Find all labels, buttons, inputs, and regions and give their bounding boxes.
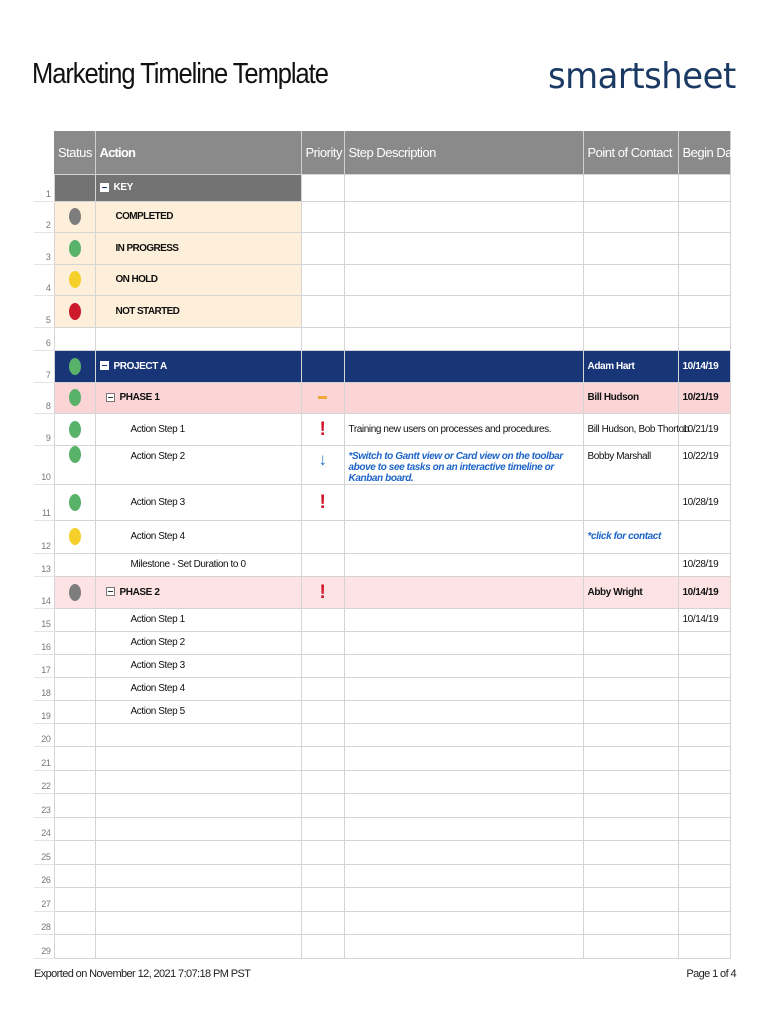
- column-header-status[interactable]: Status: [54, 131, 95, 174]
- contact-cell[interactable]: Bobby Marshall: [583, 445, 678, 484]
- status-green-icon: [69, 240, 81, 257]
- row-number: 4: [34, 264, 54, 295]
- status-green-icon: [69, 421, 81, 438]
- begin-date-cell[interactable]: 10/14/19: [678, 350, 730, 382]
- status-green-icon: [69, 494, 81, 511]
- begin-date-cell[interactable]: [678, 723, 730, 747]
- description-cell[interactable]: [344, 723, 583, 747]
- action-cell[interactable]: Action Step 1: [95, 608, 301, 631]
- table-row: [34, 794, 730, 818]
- priority-cell[interactable]: [301, 631, 344, 654]
- priority-high-icon: !: [319, 491, 326, 513]
- description-cell[interactable]: [344, 327, 583, 350]
- row-number: 12: [34, 520, 54, 553]
- status-gray-icon: [69, 584, 81, 601]
- description-cell[interactable]: [344, 484, 583, 520]
- description-cell[interactable]: [344, 911, 583, 935]
- row-number: 15: [34, 608, 54, 631]
- collapse-icon[interactable]: [100, 361, 109, 370]
- action-cell[interactable]: [95, 576, 301, 608]
- table-row: [34, 723, 730, 747]
- action-cell[interactable]: [95, 911, 301, 935]
- priority-cell[interactable]: [301, 413, 344, 445]
- row-number: 5: [34, 295, 54, 327]
- column-header-priority[interactable]: Priority: [301, 131, 344, 174]
- description-cell[interactable]: [344, 264, 583, 295]
- table-row: [34, 911, 730, 935]
- row-number: 18: [34, 677, 54, 700]
- description-cell[interactable]: [344, 864, 583, 888]
- status-red-icon: [69, 303, 81, 320]
- column-header-row: [34, 131, 730, 174]
- contact-cell[interactable]: [583, 264, 678, 295]
- description-cell[interactable]: [344, 677, 583, 700]
- action-cell[interactable]: [95, 770, 301, 794]
- contact-cell[interactable]: [583, 817, 678, 841]
- contact-cell[interactable]: [583, 677, 678, 700]
- priority-cell[interactable]: [301, 747, 344, 771]
- description-cell[interactable]: [344, 608, 583, 631]
- begin-date-cell[interactable]: [678, 888, 730, 912]
- status-cell[interactable]: [54, 794, 95, 818]
- priority-cell[interactable]: [301, 770, 344, 794]
- begin-date-cell[interactable]: [678, 841, 730, 865]
- begin-date-cell[interactable]: 10/28/19: [678, 484, 730, 520]
- begin-date-cell[interactable]: [678, 935, 730, 959]
- priority-cell[interactable]: [301, 484, 344, 520]
- table-row: [34, 631, 730, 654]
- description-note[interactable]: *Switch to Gantt view or Card view on the toolbar above to see tasks on an interactive timeline or Kanban board.: [344, 445, 583, 484]
- table-row: [34, 576, 730, 608]
- row-number: 25: [34, 841, 54, 865]
- priority-cell[interactable]: [301, 608, 344, 631]
- begin-date-cell[interactable]: 10/21/19: [678, 382, 730, 413]
- status-cell[interactable]: [54, 770, 95, 794]
- description-cell[interactable]: [344, 654, 583, 677]
- status-cell[interactable]: [54, 911, 95, 935]
- priority-cell[interactable]: [301, 677, 344, 700]
- table-row: [34, 413, 730, 445]
- page-number: Page 1 of 4: [686, 968, 736, 980]
- begin-date-cell[interactable]: 10/22/19: [678, 445, 730, 484]
- action-cell[interactable]: Action Step 3: [95, 654, 301, 677]
- row-number-header: [34, 131, 54, 174]
- priority-cell[interactable]: [301, 654, 344, 677]
- action-cell[interactable]: [95, 747, 301, 771]
- action-cell[interactable]: [95, 327, 301, 350]
- status-cell[interactable]: [54, 608, 95, 631]
- status-yellow-icon: [69, 528, 81, 545]
- row-number: 9: [34, 413, 54, 445]
- row-number: 3: [34, 232, 54, 264]
- begin-date-cell[interactable]: 10/14/19: [678, 576, 730, 608]
- priority-cell[interactable]: [301, 382, 344, 413]
- action-cell[interactable]: [95, 817, 301, 841]
- description-cell[interactable]: [344, 553, 583, 576]
- description-cell[interactable]: [344, 520, 583, 553]
- description-cell[interactable]: [344, 201, 583, 232]
- status-green-icon: [69, 446, 81, 463]
- row-number: 14: [34, 576, 54, 608]
- phase-label: PHASE 2: [119, 586, 160, 598]
- status-cell[interactable]: [54, 413, 95, 445]
- priority-cell[interactable]: [301, 911, 344, 935]
- table-row: [34, 864, 730, 888]
- row-number: 23: [34, 794, 54, 818]
- row-number: 1: [34, 174, 54, 201]
- begin-date-cell[interactable]: [678, 232, 730, 264]
- row-number: 13: [34, 553, 54, 576]
- begin-date-cell[interactable]: [678, 864, 730, 888]
- row-number: 28: [34, 911, 54, 935]
- description-cell[interactable]: [344, 295, 583, 327]
- priority-cell[interactable]: [301, 520, 344, 553]
- key-on-hold-label: ON HOLD: [95, 264, 301, 295]
- status-cell[interactable]: [54, 553, 95, 576]
- contact-cell[interactable]: [583, 654, 678, 677]
- table-row: [34, 553, 730, 576]
- description-cell[interactable]: [344, 794, 583, 818]
- begin-date-cell[interactable]: [678, 747, 730, 771]
- contact-cell[interactable]: Adam Hart: [583, 350, 678, 382]
- status-cell[interactable]: [54, 327, 95, 350]
- priority-cell[interactable]: [301, 201, 344, 232]
- click-for-contact-link[interactable]: *click for contact: [583, 520, 678, 553]
- contact-cell[interactable]: [583, 232, 678, 264]
- status-green-icon: [69, 358, 81, 375]
- priority-cell[interactable]: [301, 935, 344, 959]
- table-row: [34, 350, 730, 382]
- row-number: 21: [34, 747, 54, 771]
- status-cell[interactable]: [54, 174, 95, 201]
- table-row: [34, 817, 730, 841]
- priority-cell[interactable]: [301, 553, 344, 576]
- description-cell[interactable]: [344, 382, 583, 413]
- row-number: 6: [34, 327, 54, 350]
- collapse-icon[interactable]: [106, 587, 115, 596]
- contact-cell[interactable]: [583, 888, 678, 912]
- row-number: 10: [34, 445, 54, 484]
- contact-cell[interactable]: [583, 864, 678, 888]
- priority-high-icon: !: [319, 418, 326, 440]
- column-header-point-of-contact[interactable]: Point of Contact: [583, 131, 678, 174]
- status-cell[interactable]: [54, 677, 95, 700]
- status-cell[interactable]: [54, 864, 95, 888]
- begin-date-cell[interactable]: [678, 654, 730, 677]
- contact-cell[interactable]: [583, 553, 678, 576]
- row-number: 20: [34, 723, 54, 747]
- priority-cell[interactable]: [301, 350, 344, 382]
- table-row: [34, 174, 730, 201]
- action-cell[interactable]: [95, 382, 301, 413]
- status-yellow-icon: [69, 271, 81, 288]
- row-number: 26: [34, 864, 54, 888]
- status-cell[interactable]: [54, 576, 95, 608]
- column-header-step-description[interactable]: Step Description: [344, 131, 583, 174]
- row-number: 16: [34, 631, 54, 654]
- table-row: [34, 654, 730, 677]
- row-number: 11: [34, 484, 54, 520]
- contact-cell[interactable]: [583, 723, 678, 747]
- status-cell[interactable]: [54, 445, 95, 484]
- row-number: 7: [34, 350, 54, 382]
- description-cell[interactable]: [344, 841, 583, 865]
- action-cell[interactable]: [95, 841, 301, 865]
- table-row: [34, 201, 730, 232]
- row-number: 2: [34, 201, 54, 232]
- export-timestamp: Exported on November 12, 2021 7:07:18 PM PST: [34, 968, 251, 980]
- table-row: [34, 295, 730, 327]
- description-cell[interactable]: [344, 888, 583, 912]
- description-cell[interactable]: [344, 747, 583, 771]
- table-row: [34, 700, 730, 723]
- row-number: 17: [34, 654, 54, 677]
- begin-date-cell[interactable]: [678, 264, 730, 295]
- column-header-begin-date[interactable]: Begin Date: [678, 131, 730, 174]
- timeline-grid: [34, 131, 742, 959]
- description-cell[interactable]: Training new users on processes and procedures.: [344, 413, 583, 445]
- action-cell[interactable]: Action Step 2: [95, 631, 301, 654]
- priority-cell[interactable]: [301, 794, 344, 818]
- timeline-sheet: [34, 131, 742, 959]
- status-cell[interactable]: [54, 817, 95, 841]
- row-number: 8: [34, 382, 54, 413]
- row-number: 24: [34, 817, 54, 841]
- contact-cell[interactable]: [583, 295, 678, 327]
- table-row: [34, 327, 730, 350]
- table-row: [34, 232, 730, 264]
- row-number: 29: [34, 935, 54, 959]
- status-gray-icon: [69, 208, 81, 225]
- priority-cell[interactable]: [301, 232, 344, 264]
- priority-high-icon: !: [319, 581, 326, 603]
- begin-date-cell[interactable]: [678, 677, 730, 700]
- status-cell[interactable]: [54, 888, 95, 912]
- contact-cell[interactable]: [583, 174, 678, 201]
- begin-date-cell[interactable]: [678, 201, 730, 232]
- priority-cell[interactable]: [301, 888, 344, 912]
- action-cell[interactable]: Action Step 4: [95, 677, 301, 700]
- row-number: 19: [34, 700, 54, 723]
- collapse-icon[interactable]: [100, 183, 109, 192]
- begin-date-cell[interactable]: [678, 911, 730, 935]
- begin-date-cell[interactable]: 10/14/19: [678, 608, 730, 631]
- priority-medium-icon: [318, 396, 327, 399]
- priority-cell[interactable]: [301, 817, 344, 841]
- description-cell[interactable]: [344, 770, 583, 794]
- status-cell[interactable]: [54, 747, 95, 771]
- priority-cell[interactable]: [301, 864, 344, 888]
- description-cell[interactable]: [344, 576, 583, 608]
- status-cell[interactable]: [54, 631, 95, 654]
- action-cell[interactable]: Action Step 2: [95, 445, 301, 484]
- status-cell[interactable]: [54, 700, 95, 723]
- begin-date-cell[interactable]: 10/21/19: [678, 413, 730, 445]
- column-header-action[interactable]: Action: [95, 131, 301, 174]
- priority-cell[interactable]: [301, 445, 344, 484]
- table-row: [34, 935, 730, 959]
- description-cell[interactable]: [344, 174, 583, 201]
- smartsheet-logo: smartsheet: [548, 56, 736, 97]
- contact-cell[interactable]: [583, 770, 678, 794]
- action-cell[interactable]: [95, 864, 301, 888]
- table-row: [34, 677, 730, 700]
- key-completed-label: COMPLETED: [95, 201, 301, 232]
- status-cell[interactable]: [54, 935, 95, 959]
- description-cell[interactable]: [344, 232, 583, 264]
- begin-date-cell[interactable]: [678, 794, 730, 818]
- contact-cell[interactable]: Bill Hudson, Bob Thorton: [583, 413, 678, 445]
- collapse-icon[interactable]: [106, 393, 115, 402]
- contact-cell[interactable]: [583, 484, 678, 520]
- status-cell[interactable]: [54, 723, 95, 747]
- priority-cell[interactable]: [301, 295, 344, 327]
- row-number: 22: [34, 770, 54, 794]
- status-cell[interactable]: [54, 654, 95, 677]
- row-number: 27: [34, 888, 54, 912]
- priority-cell[interactable]: [301, 264, 344, 295]
- begin-date-cell[interactable]: [678, 295, 730, 327]
- project-label: PROJECT A: [113, 360, 167, 372]
- contact-cell[interactable]: [583, 631, 678, 654]
- action-cell[interactable]: Action Step 1: [95, 413, 301, 445]
- contact-cell[interactable]: Bill Hudson: [583, 382, 678, 413]
- status-green-icon: [69, 389, 81, 406]
- contact-cell[interactable]: [583, 935, 678, 959]
- action-cell[interactable]: [95, 723, 301, 747]
- description-cell[interactable]: [344, 631, 583, 654]
- priority-cell[interactable]: [301, 700, 344, 723]
- contact-cell[interactable]: [583, 608, 678, 631]
- page-title: Marketing Timeline Template: [32, 58, 328, 90]
- status-cell[interactable]: [54, 295, 95, 327]
- begin-date-cell[interactable]: [678, 817, 730, 841]
- table-row: [34, 841, 730, 865]
- phase-label: PHASE 1: [119, 392, 160, 403]
- priority-low-icon: ↓: [318, 449, 327, 469]
- description-cell[interactable]: [344, 700, 583, 723]
- action-cell[interactable]: [95, 935, 301, 959]
- contact-cell[interactable]: [583, 201, 678, 232]
- action-cell[interactable]: Action Step 3: [95, 484, 301, 520]
- action-cell[interactable]: [95, 350, 301, 382]
- action-cell[interactable]: [95, 888, 301, 912]
- priority-cell[interactable]: [301, 841, 344, 865]
- begin-date-cell[interactable]: [678, 770, 730, 794]
- contact-cell[interactable]: [583, 911, 678, 935]
- action-cell[interactable]: Action Step 5: [95, 700, 301, 723]
- contact-cell[interactable]: [583, 327, 678, 350]
- priority-cell[interactable]: [301, 174, 344, 201]
- action-cell[interactable]: [95, 174, 301, 201]
- description-cell[interactable]: [344, 935, 583, 959]
- contact-cell[interactable]: [583, 794, 678, 818]
- begin-date-cell[interactable]: [678, 700, 730, 723]
- begin-date-cell[interactable]: [678, 631, 730, 654]
- action-cell[interactable]: [95, 794, 301, 818]
- table-row: [34, 484, 730, 520]
- table-row: [34, 747, 730, 771]
- begin-date-cell[interactable]: 10/28/19: [678, 553, 730, 576]
- key-not-started-label: NOT STARTED: [95, 295, 301, 327]
- status-cell[interactable]: [54, 232, 95, 264]
- priority-cell[interactable]: [301, 327, 344, 350]
- description-cell[interactable]: [344, 350, 583, 382]
- priority-cell[interactable]: [301, 723, 344, 747]
- begin-date-cell[interactable]: [678, 520, 730, 553]
- contact-cell[interactable]: [583, 841, 678, 865]
- table-row: [34, 888, 730, 912]
- contact-cell[interactable]: Abby Wright: [583, 576, 678, 608]
- key-in-progress-label: IN PROGRESS: [95, 232, 301, 264]
- table-row: [34, 264, 730, 295]
- begin-date-cell[interactable]: [678, 174, 730, 201]
- action-cell[interactable]: Action Step 4: [95, 520, 301, 553]
- action-cell[interactable]: Milestone - Set Duration to 0: [95, 553, 301, 576]
- status-cell[interactable]: [54, 841, 95, 865]
- status-cell[interactable]: [54, 382, 95, 413]
- table-row: [34, 382, 730, 413]
- description-cell[interactable]: [344, 817, 583, 841]
- status-cell[interactable]: [54, 350, 95, 382]
- key-group-label: KEY: [113, 182, 133, 193]
- status-cell[interactable]: [54, 484, 95, 520]
- priority-cell[interactable]: [301, 576, 344, 608]
- table-row: [34, 445, 730, 484]
- table-row: [34, 520, 730, 553]
- contact-cell[interactable]: [583, 700, 678, 723]
- status-cell[interactable]: [54, 201, 95, 232]
- table-row: [34, 608, 730, 631]
- contact-cell[interactable]: [583, 747, 678, 771]
- status-cell[interactable]: [54, 264, 95, 295]
- status-cell[interactable]: [54, 520, 95, 553]
- table-row: [34, 770, 730, 794]
- begin-date-cell[interactable]: [678, 327, 730, 350]
